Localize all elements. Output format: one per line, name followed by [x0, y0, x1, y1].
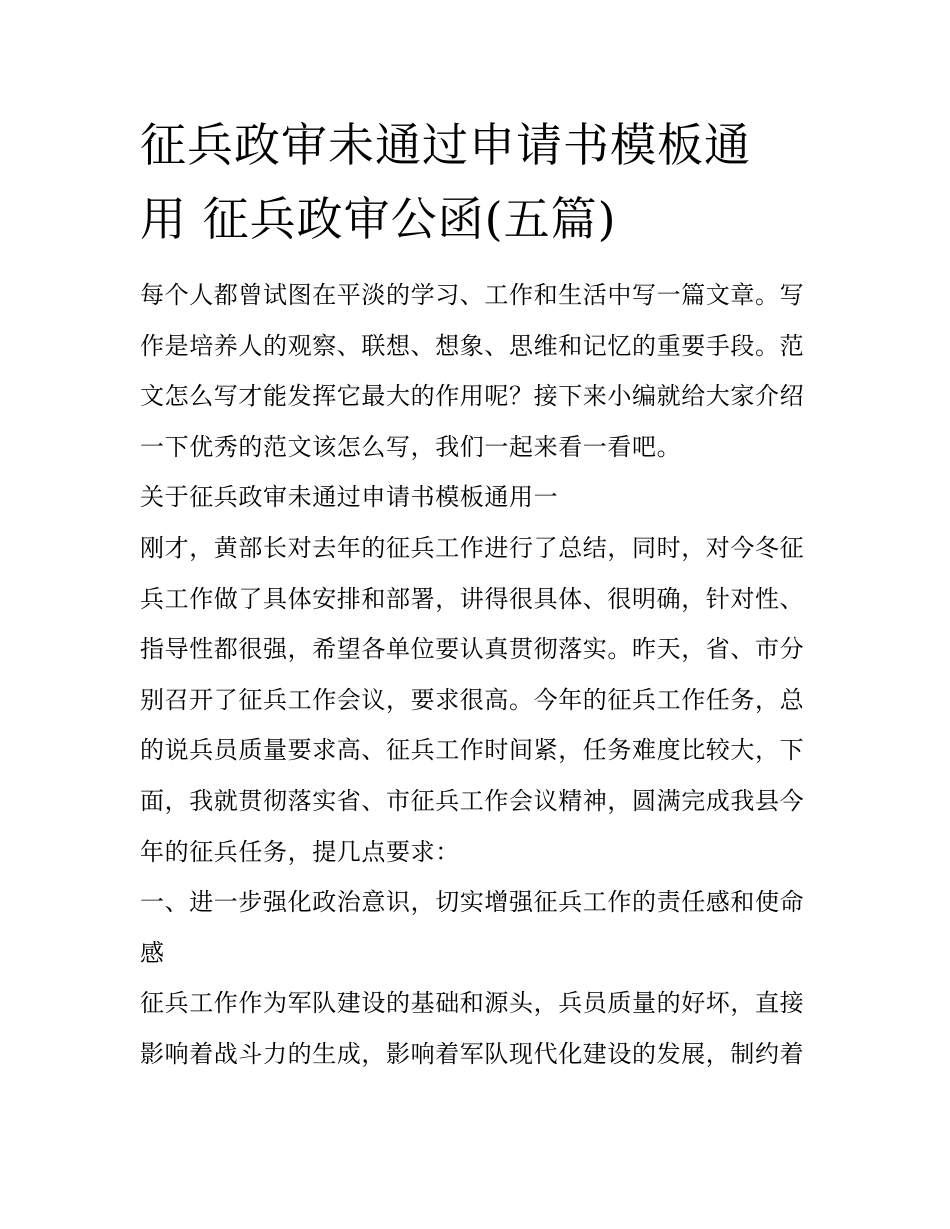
text-line: 面，我就贯彻落实省、市征兵工作会议精神，圆满完成我县今	[140, 786, 805, 815]
text-line: 文怎么写才能发挥它最大的作用呢？接下来小编就给大家介绍	[140, 382, 805, 411]
text-line: 兵工作做了具体安排和部署，讲得很具体、很明确，针对性、	[140, 584, 805, 613]
text-line: 每个人都曾试图在平淡的学习、工作和生活中写一篇文章。写	[140, 281, 805, 309]
document-title	[140, 108, 812, 256]
text-line: 一下优秀的范文该怎么写，我们一起来看一看吧。	[140, 432, 682, 461]
title-line: 用 征兵政审公函(五篇)	[140, 192, 617, 246]
point-heading-1	[140, 877, 812, 978]
text-line: 别召开了征兵工作会议，要求很高。今年的征兵工作任务，总	[140, 685, 805, 714]
text-line: 年的征兵任务，提几点要求：	[140, 837, 460, 866]
text-line: 影响着战斗力的生成，影响着军队现代化建设的发展，制约着	[140, 1039, 805, 1068]
text-line: 作是培养人的观察、联想、想象、思维和记忆的重要手段。范	[140, 331, 805, 360]
body-paragraph-1	[140, 523, 812, 877]
title-line: 征兵政审未通过申请书模板通	[140, 118, 751, 172]
text-line: 指导性都很强，希望各单位要认真贯彻落实。昨天，省、市分	[140, 635, 805, 664]
text-line: 关于征兵政审未通过申请书模板通用一	[140, 483, 559, 512]
body-paragraph-2	[140, 978, 812, 1079]
text-line: 刚才，黄部长对去年的征兵工作进行了总结，同时，对今冬征	[140, 533, 805, 562]
document-page	[140, 108, 812, 1080]
intro-paragraph	[140, 270, 812, 472]
text-line: 感	[140, 938, 165, 967]
section-heading	[140, 472, 812, 523]
text-line: 征兵工作作为军队建设的基础和源头，兵员质量的好坏，直接	[140, 989, 805, 1018]
text-line: 的说兵员质量要求高、征兵工作时间紧，任务难度比较大，下	[140, 736, 805, 765]
document-body	[140, 270, 812, 1080]
text-line: 一、进一步强化政治意识，切实增强征兵工作的责任感和使命	[140, 888, 805, 917]
